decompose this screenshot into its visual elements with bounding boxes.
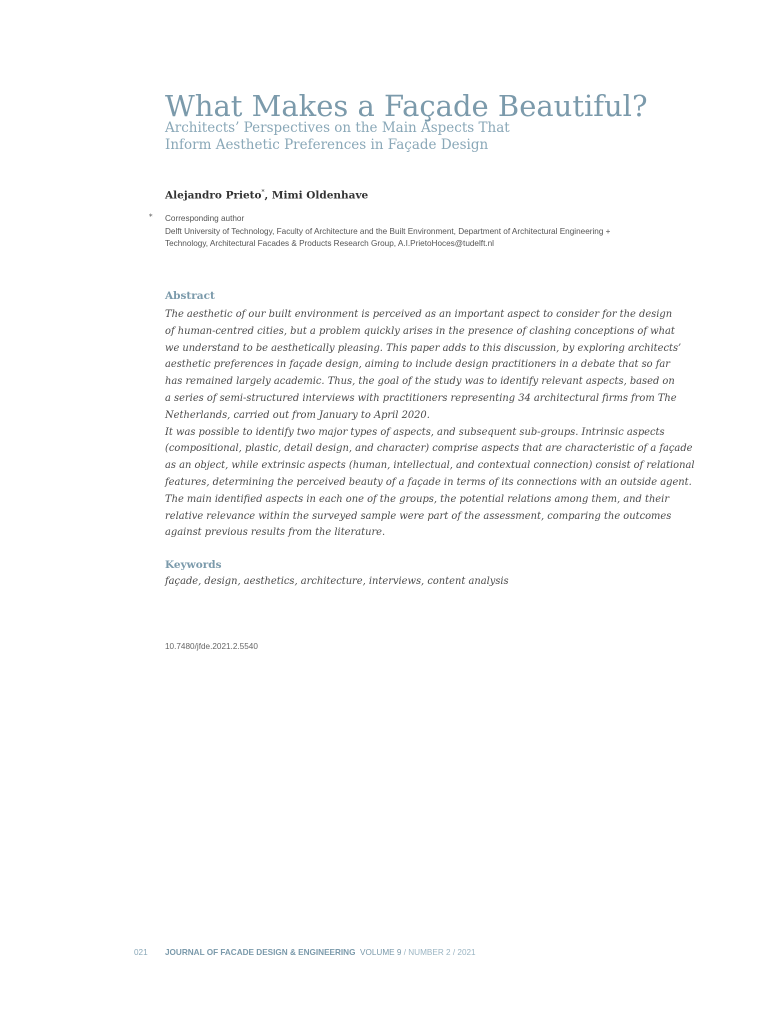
affiliation-footnote (165, 213, 665, 251)
doi-link[interactable]: 10.7480/jfde.2021.2.5540 (165, 642, 258, 651)
paper-title: What Makes a Façade Beautiful? (165, 89, 648, 124)
keywords-heading: Keywords (165, 559, 222, 571)
abstract-line: we understand to be aesthetically pleasing. This paper adds to this discussion, by exploring architects’ (165, 342, 682, 354)
subtitle-line: Inform Aesthetic Preferences in Façade Design (165, 137, 489, 153)
author-name: Alejandro Prieto (165, 189, 262, 202)
abstract-line: as an object, while extrinsic aspects (human, intellectual, and contextual connection) consist of relational (165, 460, 695, 472)
journal-name: JOURNAL OF FACADE DESIGN & ENGINEERING (165, 948, 356, 957)
abstract-line: relative relevance within the surveyed sample were part of the assessment, comparing the outcomes (165, 510, 672, 522)
abstract-line: a series of semi-structured interviews with practitioners representing 34 architectural firms from The (165, 392, 677, 404)
abstract-line: features, determining the perceived beauty of a façade in terms of its connections with an outside agent. (165, 476, 692, 488)
abstract-line: against previous results from the literature. (165, 527, 386, 539)
footnote-mark: * (149, 213, 153, 221)
journal-volume: VOLUME 9 (360, 948, 402, 957)
abstract-line: The main identified aspects in each one of the groups, the potential relations among them, and their (165, 493, 670, 505)
abstract-line: (compositional, plastic, detail design, and character) comprise aspects that are characteristic of a façade (165, 443, 693, 455)
paper-subtitle (165, 120, 725, 154)
corresponding-author-mark: * (261, 189, 265, 196)
keywords-text: façade, design, aesthetics, architecture, interviews, content analysis (165, 576, 509, 587)
abstract-line: has remained largely academic. Thus, the goal of the study was to identify relevant aspects, based on (165, 376, 675, 388)
abstract-heading: Abstract (165, 290, 215, 302)
footnote-line: Corresponding author (165, 214, 245, 223)
journal-citation (165, 948, 476, 957)
page-number: 021 (134, 948, 148, 957)
abstract-line: The aesthetic of our built environment is perceived as an important aspect to consider for the design (165, 309, 673, 320)
abstract-line: Netherlands, carried out from January to April 2020. (165, 409, 430, 421)
journal-issue: / NUMBER 2 / 2021 (401, 948, 476, 957)
abstract-line: aesthetic preferences in façade design, aiming to include design practitioners in a debate that so far (165, 359, 670, 371)
footnote-line: Technology, Architectural Facades & Products Research Group, A.I.PrietoHoces@tudelft.nl (165, 239, 494, 248)
abstract-line: of human-centred cities, but a problem quickly arises in the presence of clashing conceptions of what (165, 325, 675, 337)
footnote-line: Delft University of Technology, Faculty of Architecture and the Built Environment, Department of Architectural Engineering + (165, 226, 611, 236)
abstract-text (165, 307, 695, 542)
subtitle-line: Architects’ Perspectives on the Main Aspects That (165, 120, 510, 136)
author-list (165, 189, 368, 202)
author-name: , Mimi Oldenhave (264, 189, 369, 202)
abstract-line: It was possible to identify two major types of aspects, and subsequent sub-groups. Intrinsic aspects (165, 426, 665, 438)
